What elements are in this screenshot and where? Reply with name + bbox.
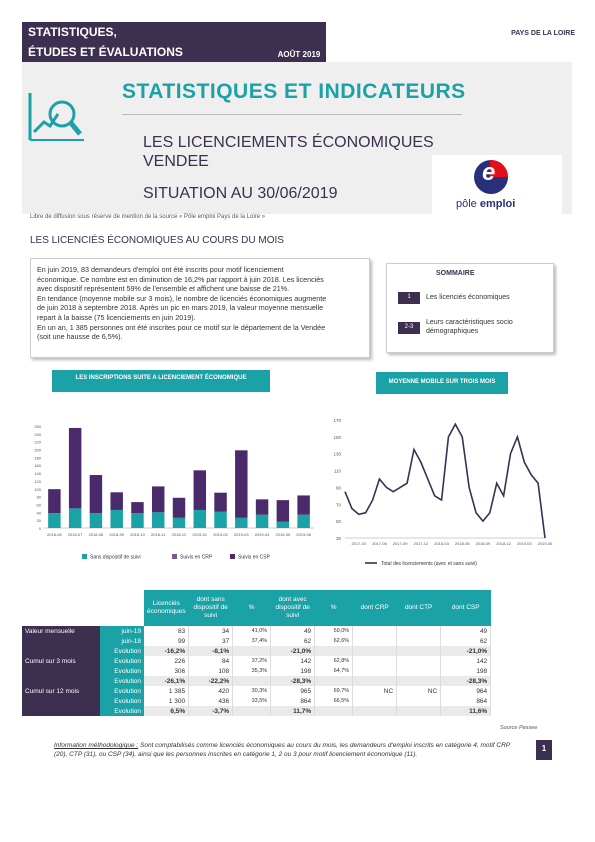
x-tick-label: 2019-01 xyxy=(192,532,208,537)
table-cell xyxy=(353,666,397,676)
bar-segment xyxy=(214,493,226,512)
sommaire-item-licencies[interactable]: Les licenciés économiques xyxy=(426,294,510,301)
bar-segment xyxy=(194,510,206,528)
row-group-label xyxy=(22,676,100,686)
legend-swatch xyxy=(82,554,87,559)
y-tick-label: 200 xyxy=(34,447,41,453)
legend-label: Sans dispositif de suivi xyxy=(90,554,141,561)
x-tick-label: 2018-10 xyxy=(130,532,145,537)
y-tick-label: 260 xyxy=(34,424,41,429)
summary-line: repart à la baisse (75 licenciements en juin 2019). xyxy=(37,312,196,322)
table-cell: 436 xyxy=(189,696,233,706)
moving-average-line-chart xyxy=(325,410,555,575)
table-header-cell: dont CRP xyxy=(353,590,397,626)
x-tick-label: 2018-12 xyxy=(496,541,511,546)
legend-swatch xyxy=(172,554,177,559)
table-cell: 420 xyxy=(189,686,233,696)
table-cell: 66,5% xyxy=(315,696,353,706)
magnifier-chart-icon xyxy=(22,88,92,148)
x-tick-label: 2018-09 xyxy=(475,541,491,546)
x-tick-label: 2019-05 xyxy=(275,532,291,537)
publisher-banner-line2: ÉTUDES ET ÉVALUATIONS xyxy=(22,42,326,62)
row-group-label xyxy=(22,696,100,706)
table-cell: 864 xyxy=(441,696,491,706)
row-group-label: Cumul sur 12 mois xyxy=(22,686,100,696)
methodology-note xyxy=(54,742,524,759)
summary-text-box xyxy=(30,258,370,358)
table-cell: 34 xyxy=(189,626,233,636)
table-cell xyxy=(397,696,441,706)
methodology-label: Information méthodologique : xyxy=(54,742,139,749)
statistics-table xyxy=(22,590,491,716)
table-cell: 41,0% xyxy=(233,626,271,636)
row-group-label xyxy=(22,636,100,646)
table-cell xyxy=(397,636,441,646)
x-tick-label: 2018-06 xyxy=(454,541,470,546)
table-cell xyxy=(315,706,353,716)
bar-segment xyxy=(194,470,206,510)
bar-segment xyxy=(173,518,185,528)
table-cell xyxy=(397,706,441,716)
table-cell: 35,3% xyxy=(233,666,271,676)
table-cell: -22,2% xyxy=(189,676,233,686)
row-group-label xyxy=(22,646,100,656)
y-tick-label: 130 xyxy=(333,451,341,457)
title-divider xyxy=(122,114,462,115)
table-header-blank xyxy=(22,590,100,626)
methodology-text: Sont comptabilisés comme licenciés économiques au cours du mois, les demandeurs d'emploi inscrits en catégorie 4, motif CRP (20), CTP (31), ou CSP (34), ainsi que les personnes inscrites en catégorie 1, 2 ou 3 pour motif licenciement économique (11). xyxy=(54,742,510,758)
table-cell: 1 385 xyxy=(144,686,189,696)
table-cell: -8,1% xyxy=(189,646,233,656)
table-cell xyxy=(353,636,397,646)
table-cell: 30,3% xyxy=(233,686,271,696)
x-tick-label: 2019-02 xyxy=(213,532,228,537)
bar-segment xyxy=(256,499,268,514)
row-label: Evolution xyxy=(100,696,144,706)
table-cell xyxy=(233,676,271,686)
subtitle-situation-date: SITUATION AU 30/06/2019 xyxy=(143,185,338,202)
table-cell: 83 xyxy=(144,626,189,636)
table-cell xyxy=(397,656,441,666)
table-cell: 142 xyxy=(441,656,491,666)
table-cell xyxy=(353,656,397,666)
table-cell: 226 xyxy=(144,656,189,666)
x-tick-label: 2018-08 xyxy=(88,532,104,537)
x-tick-label: 2018-12 xyxy=(171,532,187,537)
bar-segment xyxy=(90,475,102,513)
summary-line: de juin 2018 à septembre 2018. Après un pic en mars 2019, la valeur moyenne mensuelle xyxy=(37,303,324,313)
sommaire-page-2-3[interactable]: 2-3 xyxy=(398,322,420,334)
table-cell: 33,5% xyxy=(233,696,271,706)
bar-chart-title: LES INSCRIPTIONS SUITE A LICENCIEMENT ÉCONOMIQUE xyxy=(52,370,270,392)
table-cell: 11,6% xyxy=(441,706,491,716)
y-tick-label: 100 xyxy=(34,486,41,492)
y-tick-label: 120 xyxy=(34,478,41,484)
table-cell xyxy=(397,666,441,676)
source-note: Source Pessee xyxy=(500,725,538,731)
logo-letter: e xyxy=(482,159,496,186)
line-chart-title: MOYENNE MOBILE SUR TROIS MOIS xyxy=(376,372,508,394)
y-tick-label: 150 xyxy=(333,434,341,440)
table-cell: -28,3% xyxy=(441,676,491,686)
table-cell: 37 xyxy=(189,636,233,646)
table-cell: -21,0% xyxy=(271,646,315,656)
y-tick-label: 90 xyxy=(335,485,341,491)
legend-swatch xyxy=(230,554,235,559)
table-header-cell: dont CTP xyxy=(397,590,441,626)
x-tick-label: 2017-06 xyxy=(372,541,387,546)
x-tick-label: 2018-11 xyxy=(151,532,166,537)
y-tick-label: 170 xyxy=(333,418,341,423)
inscriptions-bar-chart xyxy=(22,418,322,568)
table-cell xyxy=(233,646,271,656)
bar-segment xyxy=(256,515,268,528)
bar-segment xyxy=(69,428,81,508)
table-cell xyxy=(353,676,397,686)
legend-label: Suivis en CSP xyxy=(238,554,270,561)
table-row xyxy=(22,656,491,666)
table-cell xyxy=(353,696,397,706)
y-tick-label: 180 xyxy=(34,455,41,461)
summary-line: avec dispositif représentent 59% de l'ensemble et affichent une baisse de 21%. xyxy=(37,284,290,294)
row-label: Evolution xyxy=(100,666,144,676)
table-cell xyxy=(353,706,397,716)
row-group-label xyxy=(22,706,100,716)
bar-segment xyxy=(235,518,247,528)
row-group-label xyxy=(22,666,100,676)
table-cell xyxy=(353,626,397,636)
x-tick-label: 2019-06 xyxy=(537,541,553,546)
x-tick-label: 2018-06 xyxy=(47,532,62,537)
table-header-cell: dont CSP xyxy=(441,590,491,626)
x-tick-label: 2018-03 xyxy=(434,541,449,546)
y-tick-label: 70 xyxy=(335,502,341,508)
table-cell: 62,8% xyxy=(315,656,353,666)
y-tick-label: 0 xyxy=(38,526,41,531)
legend-label: Total des licenciements (avec et sans suivi) xyxy=(381,561,477,567)
table-cell: 62 xyxy=(441,636,491,646)
table-cell: 49 xyxy=(441,626,491,636)
bar-segment xyxy=(235,450,247,517)
table-cell: 108 xyxy=(189,666,233,676)
bar-segment xyxy=(297,495,309,514)
table-cell: 198 xyxy=(441,666,491,676)
x-tick-label: 2019-06 xyxy=(296,532,311,537)
y-tick-label: 30 xyxy=(335,536,341,541)
bar-segment xyxy=(48,513,60,528)
table-cell xyxy=(353,646,397,656)
bar-segment xyxy=(152,512,164,528)
summary-line: (soit une hausse de 6,5%). xyxy=(37,332,123,342)
diffusion-notice: Libre de diffusion sous réserve de mention de la source « Pôle emploi Pays de la Loire » xyxy=(30,214,266,220)
table-cell: 37,4% xyxy=(233,636,271,646)
row-label: Evolution xyxy=(100,646,144,656)
row-group-label: Cumul sur 3 mois xyxy=(22,656,100,666)
table-cell: -28,3% xyxy=(271,676,315,686)
table-row xyxy=(22,696,491,706)
table-cell: 69,7% xyxy=(315,686,353,696)
row-label: Evolution xyxy=(100,676,144,686)
table-cell: 864 xyxy=(271,696,315,706)
y-tick-label: 110 xyxy=(333,468,341,474)
row-label: Evolution xyxy=(100,706,144,716)
publisher-banner-line1: STATISTIQUES, xyxy=(22,22,326,42)
bar-segment xyxy=(131,502,143,513)
table-cell: 49 xyxy=(271,626,315,636)
row-label: Evolution xyxy=(100,686,144,696)
sommaire-item-caracteristiques[interactable]: Leurs caractéristiques socio démographiques xyxy=(426,319,513,335)
y-tick-label: 20 xyxy=(36,518,41,524)
table-cell: 84 xyxy=(189,656,233,666)
subtitle-department: VENDEE xyxy=(143,153,209,170)
table-header-cell: % xyxy=(315,590,353,626)
table-cell: 64,7% xyxy=(315,666,353,676)
table-row xyxy=(22,636,491,646)
table-cell: NC xyxy=(353,686,397,696)
summary-line: En un an, 1 385 personnes ont été inscrites pour ce motif sur le département de la Vendée xyxy=(37,322,326,332)
logo-word-pole: pôle xyxy=(456,198,477,210)
x-tick-label: 2019-03 xyxy=(516,541,532,546)
table-cell: 59,0% xyxy=(315,626,353,636)
y-tick-label: 50 xyxy=(335,519,341,525)
table-cell xyxy=(397,626,441,636)
y-tick-label: 80 xyxy=(36,494,41,500)
y-tick-label: 160 xyxy=(34,463,41,469)
table-header-cell: dont sans dispositif de suivi xyxy=(189,590,233,626)
table-cell xyxy=(233,706,271,716)
table-row xyxy=(22,646,491,656)
row-label: juin-18 xyxy=(100,636,144,646)
x-tick-label: 2019-03 xyxy=(233,532,249,537)
table-cell: 198 xyxy=(271,666,315,676)
table-cell: 11,7% xyxy=(271,706,315,716)
table-header-cell: Licenciés économiques xyxy=(144,590,189,626)
y-tick-label: 220 xyxy=(34,439,41,445)
table-row xyxy=(22,686,491,696)
bar-segment xyxy=(90,513,102,528)
table-row xyxy=(22,706,491,716)
table-header-cell: % xyxy=(233,590,271,626)
bar-segment xyxy=(48,489,60,513)
x-tick-label: 2018-09 xyxy=(109,532,125,537)
table-cell: NC xyxy=(397,686,441,696)
bar-segment xyxy=(69,508,81,528)
y-tick-label: 60 xyxy=(36,502,41,508)
table-header-cell: dont avec dispositif de suivi xyxy=(271,590,315,626)
x-tick-label: 2017-12 xyxy=(413,541,429,546)
table-cell: 306 xyxy=(144,666,189,676)
table-row xyxy=(22,626,491,636)
table-cell xyxy=(397,646,441,656)
table-cell: -21,0% xyxy=(441,646,491,656)
bar-segment xyxy=(110,510,122,528)
table-cell: 62 xyxy=(271,636,315,646)
x-tick-label: 2017-09 xyxy=(392,541,408,546)
table-cell: 62,6% xyxy=(315,636,353,646)
table-cell: 142 xyxy=(271,656,315,666)
summary-line: économique. Ce nombre est en diminution de 16,2% par rapport à juin 2018. Les licenciés xyxy=(37,274,324,284)
row-label: juin-19 xyxy=(100,626,144,636)
x-tick-label: 2017-03 xyxy=(351,541,367,546)
row-label: Evolution xyxy=(100,656,144,666)
legend-label: Suivis en CRP xyxy=(180,554,213,561)
x-tick-label: 2019-04 xyxy=(254,532,270,537)
table-cell xyxy=(315,646,353,656)
table-cell: 965 xyxy=(271,686,315,696)
bar-segment xyxy=(110,492,122,510)
bar-segment xyxy=(173,498,185,518)
page-title: STATISTIQUES ET INDICATEURS xyxy=(122,80,466,103)
subtitle-topic: LES LICENCIEMENTS ÉCONOMIQUES xyxy=(143,134,434,151)
row-group-label: Valeur mensuelle xyxy=(22,626,100,636)
table-row xyxy=(22,676,491,686)
region-label: PAYS DE LA LOIRE xyxy=(511,30,575,37)
table-header-blank xyxy=(100,590,144,626)
sommaire-title: SOMMAIRE xyxy=(436,270,475,277)
section-title: LES LICENCIÉS ÉCONOMIQUES AU COURS DU MOIS xyxy=(30,235,284,246)
bar-segment xyxy=(214,512,226,528)
bar-segment xyxy=(152,486,164,512)
y-tick-label: 140 xyxy=(34,471,41,477)
summary-line: En tendance (moyenne mobile sur 3 mois), le nombre de licenciés économiques augmente xyxy=(37,293,327,303)
sommaire-page-1[interactable]: 1 xyxy=(398,292,420,304)
table-header-row xyxy=(22,590,491,626)
y-tick-label: 40 xyxy=(36,510,41,516)
table-cell: -26,1% xyxy=(144,676,189,686)
table-cell: 6,5% xyxy=(144,706,189,716)
bar-segment xyxy=(277,500,289,522)
table-cell: 1 300 xyxy=(144,696,189,706)
bar-segment xyxy=(131,513,143,528)
moving-average-line xyxy=(345,424,545,538)
table-cell xyxy=(315,676,353,686)
logo-word-emploi: emploi xyxy=(479,198,516,210)
page-number: 1 xyxy=(536,740,552,760)
table-cell: 37,2% xyxy=(233,656,271,666)
table-cell xyxy=(397,676,441,686)
table-row xyxy=(22,666,491,676)
x-tick-label: 2018-07 xyxy=(67,532,83,537)
bar-segment xyxy=(297,515,309,528)
table-cell: 99 xyxy=(144,636,189,646)
logo-wordmark xyxy=(456,198,515,210)
table-cell: -3,7% xyxy=(189,706,233,716)
y-tick-label: 240 xyxy=(34,431,41,437)
table-cell: -16,2% xyxy=(144,646,189,656)
table-cell: 964 xyxy=(441,686,491,696)
summary-line: En juin 2019, 83 demandeurs d'emploi ont été inscrits pour motif licenciement xyxy=(37,265,284,274)
publication-date: AOÛT 2019 xyxy=(272,48,326,62)
bar-segment xyxy=(277,522,289,528)
